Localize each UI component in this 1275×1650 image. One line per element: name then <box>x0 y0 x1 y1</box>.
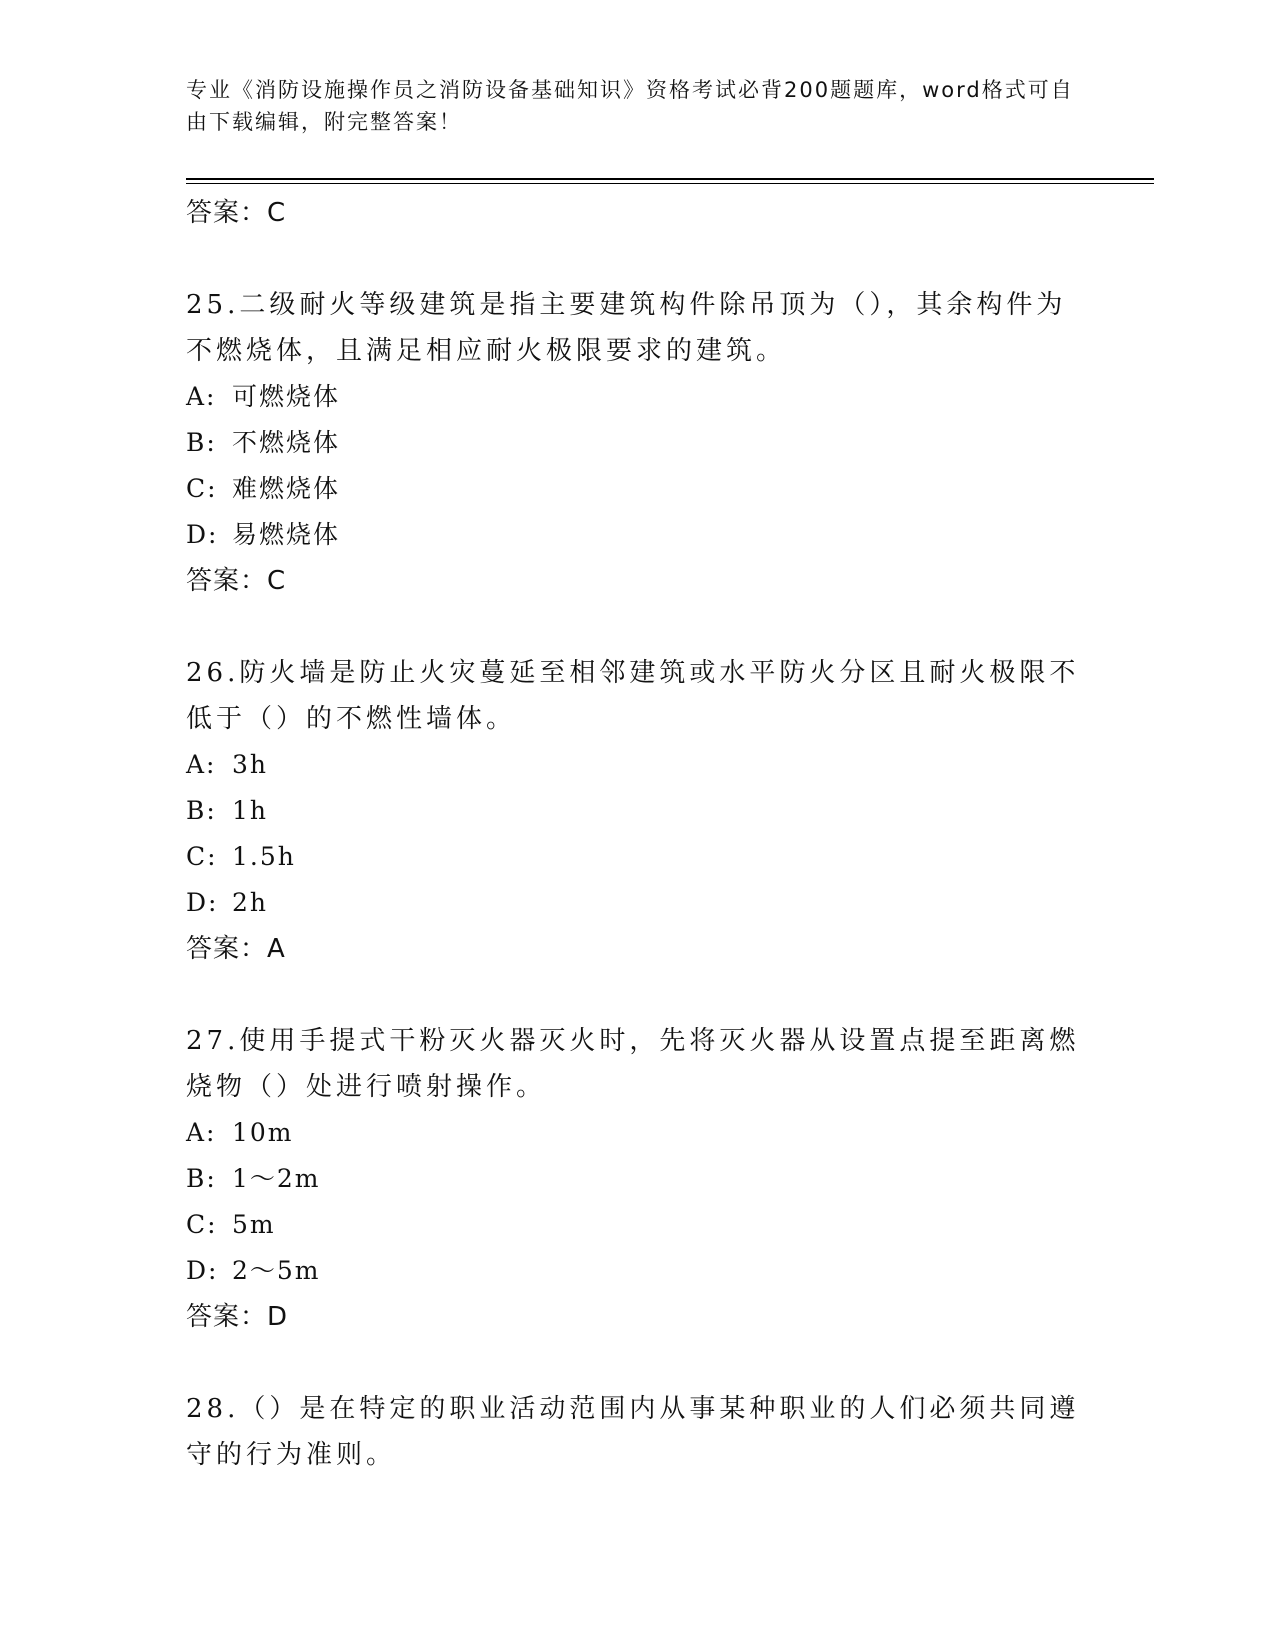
option-label: B: <box>186 428 217 457</box>
question-text: 25.二级耐火等级建筑是指主要建筑构件除吊顶为（），其余构件为不燃烧体，且满足相应耐火极限要求的建筑。 <box>186 290 1067 366</box>
option-label: D: <box>186 888 219 917</box>
option-value: 易燃烧体 <box>232 520 341 549</box>
question-text: 26.防火墙是防止火灾蔓延至相邻建筑或水平防火分区且耐火极限不低于（）的不燃性墙体。 <box>186 658 1080 734</box>
header-divider-thick <box>186 178 1154 180</box>
option-c <box>186 466 1086 512</box>
option-value: 10m <box>232 1118 294 1147</box>
option-label: B: <box>186 1164 217 1193</box>
option-value: 不燃烧体 <box>232 428 341 457</box>
option-value: 难燃烧体 <box>232 474 341 503</box>
question-25 <box>186 282 1086 604</box>
option-label: D: <box>186 1256 219 1285</box>
option-value: 1～2m <box>232 1164 321 1193</box>
option-label: A: <box>186 382 217 411</box>
question-28 <box>186 1386 1086 1478</box>
option-value: 1.5h <box>232 842 296 871</box>
option-a <box>186 374 1086 420</box>
option-label: C: <box>186 842 218 871</box>
option-b <box>186 1156 1086 1202</box>
option-value: 3h <box>232 750 269 779</box>
answer: 答案：D <box>186 1302 289 1332</box>
option-value: 1h <box>232 796 269 825</box>
question-text: 27.使用手提式干粉灭火器灭火时，先将灭火器从设置点提至距离燃烧物（）处进行喷射操作。 <box>186 1026 1080 1102</box>
header-divider-thin <box>186 183 1154 184</box>
option-d <box>186 880 1086 926</box>
option-label: C: <box>186 474 218 503</box>
option-d <box>186 512 1086 558</box>
question-26 <box>186 650 1086 972</box>
question-list <box>186 190 1086 1478</box>
question-text: 28.（）是在特定的职业活动范围内从事某种职业的人们必须共同遵守的行为准则。 <box>186 1394 1080 1470</box>
option-label: A: <box>186 750 217 779</box>
option-value: 2～5m <box>232 1256 321 1285</box>
option-b <box>186 788 1086 834</box>
option-value: 2h <box>232 888 269 917</box>
option-label: A: <box>186 1118 217 1147</box>
document-header: 专业《消防设施操作员之消防设备基础知识》资格考试必背200题题库，word格式可自由下载编辑，附完整答案！ <box>186 78 1074 134</box>
previous-answer: 答案：C <box>186 198 287 228</box>
option-c <box>186 1202 1086 1248</box>
option-label: C: <box>186 1210 218 1239</box>
option-label: D: <box>186 520 219 549</box>
option-d <box>186 1248 1086 1294</box>
option-value: 5m <box>232 1210 276 1239</box>
option-a <box>186 1110 1086 1156</box>
answer: 答案：A <box>186 934 286 964</box>
question-27 <box>186 1018 1086 1340</box>
answer: 答案：C <box>186 566 287 596</box>
option-label: B: <box>186 796 217 825</box>
option-b <box>186 420 1086 466</box>
option-c <box>186 834 1086 880</box>
option-value: 可燃烧体 <box>232 382 341 411</box>
option-a <box>186 742 1086 788</box>
